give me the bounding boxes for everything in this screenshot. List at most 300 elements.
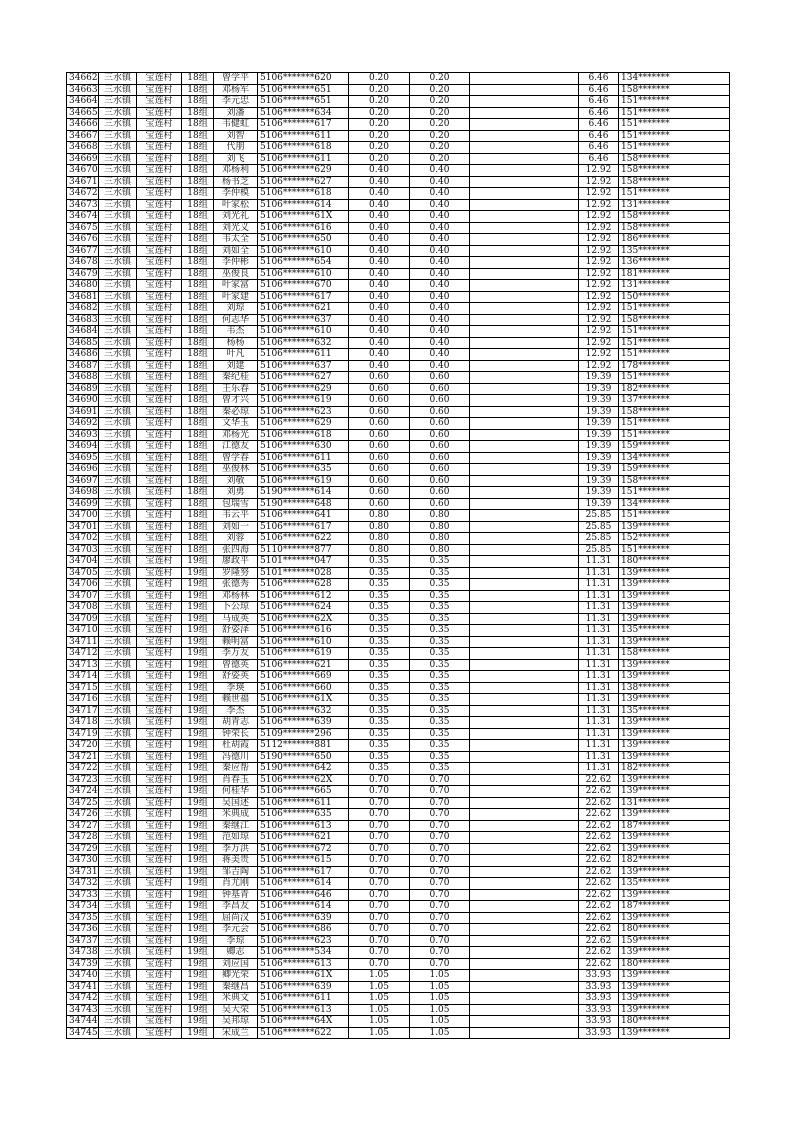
row-number-cell: 34675 xyxy=(67,222,99,234)
area-b-cell: 0.70 xyxy=(410,809,470,821)
area-b-cell: 0.40 xyxy=(410,303,470,315)
area-b-cell: 0.20 xyxy=(410,96,470,108)
group-cell: 19组 xyxy=(182,855,214,867)
id-number-cell: 5106*******614 xyxy=(258,901,349,913)
name-cell: 叶家建 xyxy=(214,291,258,303)
table-row xyxy=(67,694,730,706)
area-b-cell: 0.35 xyxy=(410,763,470,775)
area-b-cell: 0.40 xyxy=(410,291,470,303)
blank-cell xyxy=(470,556,579,568)
town-cell: 三水镇 xyxy=(99,487,137,499)
id-number-cell: 5106*******62X xyxy=(258,613,349,625)
row-number-cell: 34663 xyxy=(67,84,99,96)
town-cell: 三水镇 xyxy=(99,441,137,453)
area-b-cell: 0.60 xyxy=(410,395,470,407)
row-number-cell: 34711 xyxy=(67,636,99,648)
area-b-cell: 0.40 xyxy=(410,349,470,361)
id-number-cell: 5106*******627 xyxy=(258,176,349,188)
amount-cell: 22.62 xyxy=(579,935,619,947)
amount-cell: 12.92 xyxy=(579,165,619,177)
area-b-cell: 0.20 xyxy=(410,107,470,119)
row-number-cell: 34735 xyxy=(67,912,99,924)
area-a-cell: 0.35 xyxy=(349,659,410,671)
town-cell: 三水镇 xyxy=(99,1004,137,1016)
id-number-cell: 5106*******646 xyxy=(258,889,349,901)
table-row xyxy=(67,280,730,292)
group-cell: 18组 xyxy=(182,337,214,349)
area-b-cell: 0.70 xyxy=(410,924,470,936)
name-cell: 刘建 xyxy=(214,360,258,372)
village-cell: 宝莲村 xyxy=(137,728,182,740)
village-cell: 宝莲村 xyxy=(137,832,182,844)
area-a-cell: 0.60 xyxy=(349,498,410,510)
table-row xyxy=(67,291,730,303)
village-cell: 宝莲村 xyxy=(137,556,182,568)
town-cell: 三水镇 xyxy=(99,901,137,913)
blank-cell xyxy=(470,406,579,418)
amount-cell: 11.31 xyxy=(579,602,619,614)
group-cell: 19组 xyxy=(182,809,214,821)
table-row xyxy=(67,602,730,614)
name-cell: 卿光荣 xyxy=(214,970,258,982)
name-cell: 秦应帮 xyxy=(214,763,258,775)
name-cell: 罗隆努 xyxy=(214,567,258,579)
area-a-cell: 0.40 xyxy=(349,291,410,303)
id-number-cell: 5106*******619 xyxy=(258,475,349,487)
area-b-cell: 1.05 xyxy=(410,1004,470,1016)
row-number-cell: 34664 xyxy=(67,96,99,108)
village-cell: 宝莲村 xyxy=(137,636,182,648)
town-cell: 三水镇 xyxy=(99,567,137,579)
table-row xyxy=(67,406,730,418)
name-cell: 吴大荣 xyxy=(214,1004,258,1016)
area-a-cell: 0.35 xyxy=(349,751,410,763)
table-row xyxy=(67,349,730,361)
name-cell: 肖春玉 xyxy=(214,774,258,786)
town-cell: 三水镇 xyxy=(99,303,137,315)
village-cell: 宝莲村 xyxy=(137,809,182,821)
area-a-cell: 0.70 xyxy=(349,809,410,821)
village-cell: 宝莲村 xyxy=(137,268,182,280)
id-number-cell: 5106*******610 xyxy=(258,326,349,338)
amount-cell: 19.39 xyxy=(579,498,619,510)
area-a-cell: 0.70 xyxy=(349,889,410,901)
name-cell: 宋成兰 xyxy=(214,1027,258,1039)
town-cell: 三水镇 xyxy=(99,1016,137,1028)
name-cell: 刘应国 xyxy=(214,958,258,970)
area-a-cell: 0.20 xyxy=(349,130,410,142)
name-cell: 杨杨 xyxy=(214,337,258,349)
row-number-cell: 34694 xyxy=(67,441,99,453)
area-b-cell: 0.70 xyxy=(410,912,470,924)
phone-cell: 139******* xyxy=(619,590,730,602)
table-row xyxy=(67,889,730,901)
group-cell: 19组 xyxy=(182,947,214,959)
name-cell: 叶家富 xyxy=(214,280,258,292)
blank-cell xyxy=(470,303,579,315)
id-number-cell: 5101*******028 xyxy=(258,567,349,579)
amount-cell: 6.46 xyxy=(579,119,619,131)
amount-cell: 22.62 xyxy=(579,855,619,867)
id-number-cell: 5106*******630 xyxy=(258,441,349,453)
phone-cell: 158******* xyxy=(619,406,730,418)
village-cell: 宝莲村 xyxy=(137,740,182,752)
blank-cell xyxy=(470,130,579,142)
name-cell: 江德友 xyxy=(214,441,258,453)
row-number-cell: 34677 xyxy=(67,245,99,257)
group-cell: 19组 xyxy=(182,912,214,924)
amount-cell: 11.31 xyxy=(579,728,619,740)
village-cell: 宝莲村 xyxy=(137,176,182,188)
id-number-cell: 5106*******613 xyxy=(258,820,349,832)
name-cell: 李瑛 xyxy=(214,682,258,694)
village-cell: 宝莲村 xyxy=(137,1027,182,1039)
group-cell: 18组 xyxy=(182,521,214,533)
town-cell: 三水镇 xyxy=(99,211,137,223)
name-cell: 韦太全 xyxy=(214,234,258,246)
amount-cell: 11.31 xyxy=(579,648,619,660)
table-row xyxy=(67,314,730,326)
row-number-cell: 34672 xyxy=(67,188,99,200)
group-cell: 19组 xyxy=(182,740,214,752)
village-cell: 宝莲村 xyxy=(137,107,182,119)
town-cell: 三水镇 xyxy=(99,820,137,832)
area-a-cell: 0.35 xyxy=(349,648,410,660)
town-cell: 三水镇 xyxy=(99,533,137,545)
town-cell: 三水镇 xyxy=(99,521,137,533)
town-cell: 三水镇 xyxy=(99,843,137,855)
phone-cell: 187******* xyxy=(619,820,730,832)
row-number-cell: 34676 xyxy=(67,234,99,246)
blank-cell xyxy=(470,153,579,165)
town-cell: 三水镇 xyxy=(99,866,137,878)
blank-cell xyxy=(470,360,579,372)
blank-cell xyxy=(470,717,579,729)
village-cell: 宝莲村 xyxy=(137,510,182,522)
town-cell: 三水镇 xyxy=(99,291,137,303)
row-number-cell: 34685 xyxy=(67,337,99,349)
area-a-cell: 0.40 xyxy=(349,234,410,246)
amount-cell: 12.92 xyxy=(579,349,619,361)
row-number-cell: 34709 xyxy=(67,613,99,625)
area-b-cell: 0.80 xyxy=(410,510,470,522)
table-row xyxy=(67,901,730,913)
phone-cell: 151******* xyxy=(619,349,730,361)
id-number-cell: 5106*******622 xyxy=(258,1027,349,1039)
phone-cell: 131******* xyxy=(619,199,730,211)
blank-cell xyxy=(470,889,579,901)
village-cell: 宝莲村 xyxy=(137,406,182,418)
village-cell: 宝莲村 xyxy=(137,360,182,372)
row-number-cell: 34705 xyxy=(67,567,99,579)
group-cell: 19组 xyxy=(182,763,214,775)
table-row xyxy=(67,625,730,637)
amount-cell: 6.46 xyxy=(579,130,619,142)
table-row xyxy=(67,866,730,878)
id-number-cell: 5106*******617 xyxy=(258,119,349,131)
area-b-cell: 0.60 xyxy=(410,452,470,464)
table-row xyxy=(67,636,730,648)
town-cell: 三水镇 xyxy=(99,602,137,614)
village-cell: 宝莲村 xyxy=(137,912,182,924)
phone-cell: 139******* xyxy=(619,717,730,729)
group-cell: 18组 xyxy=(182,314,214,326)
area-a-cell: 0.40 xyxy=(349,257,410,269)
phone-cell: 139******* xyxy=(619,740,730,752)
table-row xyxy=(67,717,730,729)
group-cell: 18组 xyxy=(182,533,214,545)
area-b-cell: 0.35 xyxy=(410,751,470,763)
phone-cell: 139******* xyxy=(619,636,730,648)
town-cell: 三水镇 xyxy=(99,625,137,637)
town-cell: 三水镇 xyxy=(99,809,137,821)
row-number-cell: 34734 xyxy=(67,901,99,913)
amount-cell: 12.92 xyxy=(579,280,619,292)
group-cell: 19组 xyxy=(182,636,214,648)
name-cell: 邹吉陶 xyxy=(214,866,258,878)
row-number-cell: 34668 xyxy=(67,142,99,154)
table-row xyxy=(67,786,730,798)
amount-cell: 22.62 xyxy=(579,832,619,844)
id-number-cell: 5106*******61X xyxy=(258,211,349,223)
village-cell: 宝莲村 xyxy=(137,1004,182,1016)
phone-cell: 137******* xyxy=(619,395,730,407)
table-row xyxy=(67,199,730,211)
amount-cell: 19.39 xyxy=(579,429,619,441)
amount-cell: 19.39 xyxy=(579,418,619,430)
village-cell: 宝莲村 xyxy=(137,797,182,809)
table-row xyxy=(67,176,730,188)
group-cell: 19组 xyxy=(182,797,214,809)
row-number-cell: 34684 xyxy=(67,326,99,338)
id-number-cell: 5106*******610 xyxy=(258,268,349,280)
phone-cell: 139******* xyxy=(619,521,730,533)
village-cell: 宝莲村 xyxy=(137,257,182,269)
area-a-cell: 0.35 xyxy=(349,717,410,729)
blank-cell xyxy=(470,878,579,890)
area-a-cell: 0.40 xyxy=(349,165,410,177)
amount-cell: 22.62 xyxy=(579,889,619,901)
area-a-cell: 0.35 xyxy=(349,613,410,625)
town-cell: 三水镇 xyxy=(99,326,137,338)
phone-cell: 151******* xyxy=(619,418,730,430)
id-number-cell: 5109*******296 xyxy=(258,728,349,740)
area-a-cell: 0.70 xyxy=(349,786,410,798)
table-row xyxy=(67,556,730,568)
group-cell: 18组 xyxy=(182,303,214,315)
village-cell: 宝莲村 xyxy=(137,613,182,625)
group-cell: 19组 xyxy=(182,958,214,970)
blank-cell xyxy=(470,728,579,740)
town-cell: 三水镇 xyxy=(99,694,137,706)
id-number-cell: 5106*******613 xyxy=(258,1004,349,1016)
village-cell: 宝莲村 xyxy=(137,475,182,487)
town-cell: 三水镇 xyxy=(99,889,137,901)
phone-cell: 180******* xyxy=(619,958,730,970)
group-cell: 19组 xyxy=(182,602,214,614)
group-cell: 18组 xyxy=(182,452,214,464)
table-row xyxy=(67,395,730,407)
area-a-cell: 0.70 xyxy=(349,912,410,924)
phone-cell: 139******* xyxy=(619,947,730,959)
id-number-cell: 5106*******619 xyxy=(258,648,349,660)
name-cell: 文华玉 xyxy=(214,418,258,430)
phone-cell: 180******* xyxy=(619,924,730,936)
area-b-cell: 0.35 xyxy=(410,556,470,568)
name-cell: 廖政平 xyxy=(214,556,258,568)
area-a-cell: 0.70 xyxy=(349,832,410,844)
area-b-cell: 1.05 xyxy=(410,1027,470,1039)
area-a-cell: 0.70 xyxy=(349,820,410,832)
phone-cell: 151******* xyxy=(619,142,730,154)
table-row xyxy=(67,73,730,85)
name-cell: 杨书芝 xyxy=(214,176,258,188)
area-a-cell: 0.70 xyxy=(349,843,410,855)
row-number-cell: 34695 xyxy=(67,452,99,464)
town-cell: 三水镇 xyxy=(99,878,137,890)
table-row xyxy=(67,360,730,372)
amount-cell: 12.92 xyxy=(579,268,619,280)
area-b-cell: 0.40 xyxy=(410,280,470,292)
phone-cell: 151******* xyxy=(619,487,730,499)
amount-cell: 22.62 xyxy=(579,901,619,913)
town-cell: 三水镇 xyxy=(99,337,137,349)
town-cell: 三水镇 xyxy=(99,188,137,200)
town-cell: 三水镇 xyxy=(99,199,137,211)
blank-cell xyxy=(470,280,579,292)
phone-cell: 139******* xyxy=(619,786,730,798)
table-row xyxy=(67,487,730,499)
amount-cell: 22.62 xyxy=(579,878,619,890)
table-row xyxy=(67,234,730,246)
row-number-cell: 34673 xyxy=(67,199,99,211)
name-cell: 秦继昌 xyxy=(214,981,258,993)
area-b-cell: 1.05 xyxy=(410,993,470,1005)
blank-cell xyxy=(470,659,579,671)
village-cell: 宝莲村 xyxy=(137,372,182,384)
village-cell: 宝莲村 xyxy=(137,349,182,361)
row-number-cell: 34729 xyxy=(67,843,99,855)
row-number-cell: 34679 xyxy=(67,268,99,280)
blank-cell xyxy=(470,314,579,326)
group-cell: 18组 xyxy=(182,245,214,257)
group-cell: 18组 xyxy=(182,280,214,292)
table-row xyxy=(67,429,730,441)
amount-cell: 12.92 xyxy=(579,176,619,188)
id-number-cell: 5106*******634 xyxy=(258,107,349,119)
row-number-cell: 34726 xyxy=(67,809,99,821)
name-cell: 秦继江 xyxy=(214,820,258,832)
phone-cell: 135******* xyxy=(619,705,730,717)
village-cell: 宝莲村 xyxy=(137,234,182,246)
area-b-cell: 0.70 xyxy=(410,958,470,970)
group-cell: 19组 xyxy=(182,590,214,602)
name-cell: 李仲模 xyxy=(214,188,258,200)
table-row xyxy=(67,153,730,165)
town-cell: 三水镇 xyxy=(99,970,137,982)
group-cell: 18组 xyxy=(182,73,214,85)
blank-cell xyxy=(470,694,579,706)
blank-cell xyxy=(470,383,579,395)
village-cell: 宝莲村 xyxy=(137,924,182,936)
id-number-cell: 5106*******616 xyxy=(258,222,349,234)
row-number-cell: 34730 xyxy=(67,855,99,867)
row-number-cell: 34727 xyxy=(67,820,99,832)
blank-cell xyxy=(470,912,579,924)
name-cell: 刘蓉 xyxy=(214,533,258,545)
blank-cell xyxy=(470,602,579,614)
group-cell: 18组 xyxy=(182,96,214,108)
area-b-cell: 0.35 xyxy=(410,602,470,614)
group-cell: 19组 xyxy=(182,901,214,913)
area-b-cell: 0.70 xyxy=(410,878,470,890)
row-number-cell: 34714 xyxy=(67,671,99,683)
area-a-cell: 0.40 xyxy=(349,211,410,223)
town-cell: 三水镇 xyxy=(99,751,137,763)
amount-cell: 19.39 xyxy=(579,464,619,476)
row-number-cell: 34665 xyxy=(67,107,99,119)
row-number-cell: 34717 xyxy=(67,705,99,717)
name-cell: 吴邦琼 xyxy=(214,1016,258,1028)
village-cell: 宝莲村 xyxy=(137,935,182,947)
area-a-cell: 1.05 xyxy=(349,993,410,1005)
row-number-cell: 34667 xyxy=(67,130,99,142)
town-cell: 三水镇 xyxy=(99,142,137,154)
records-table xyxy=(66,72,730,1039)
id-number-cell: 5106*******618 xyxy=(258,142,349,154)
id-number-cell: 5106*******617 xyxy=(258,521,349,533)
group-cell: 19组 xyxy=(182,648,214,660)
town-cell: 三水镇 xyxy=(99,383,137,395)
id-number-cell: 5106*******639 xyxy=(258,981,349,993)
town-cell: 三水镇 xyxy=(99,498,137,510)
village-cell: 宝莲村 xyxy=(137,441,182,453)
amount-cell: 19.39 xyxy=(579,406,619,418)
group-cell: 18组 xyxy=(182,475,214,487)
id-number-cell: 5106*******62X xyxy=(258,774,349,786)
blank-cell xyxy=(470,682,579,694)
name-cell: 冯德川 xyxy=(214,751,258,763)
amount-cell: 19.39 xyxy=(579,372,619,384)
area-a-cell: 0.60 xyxy=(349,441,410,453)
id-number-cell: 5106*******620 xyxy=(258,73,349,85)
id-number-cell: 5106*******614 xyxy=(258,199,349,211)
town-cell: 三水镇 xyxy=(99,636,137,648)
amount-cell: 11.31 xyxy=(579,671,619,683)
row-number-cell: 34662 xyxy=(67,73,99,85)
village-cell: 宝莲村 xyxy=(137,383,182,395)
area-a-cell: 0.35 xyxy=(349,728,410,740)
amount-cell: 12.92 xyxy=(579,314,619,326)
group-cell: 18组 xyxy=(182,372,214,384)
name-cell: 赖世福 xyxy=(214,694,258,706)
area-b-cell: 0.40 xyxy=(410,188,470,200)
phone-cell: 151******* xyxy=(619,303,730,315)
row-number-cell: 34689 xyxy=(67,383,99,395)
area-b-cell: 0.70 xyxy=(410,866,470,878)
name-cell: 何桂华 xyxy=(214,786,258,798)
area-a-cell: 0.80 xyxy=(349,521,410,533)
town-cell: 三水镇 xyxy=(99,671,137,683)
id-number-cell: 5106*******618 xyxy=(258,188,349,200)
blank-cell xyxy=(470,521,579,533)
village-cell: 宝莲村 xyxy=(137,579,182,591)
row-number-cell: 34710 xyxy=(67,625,99,637)
group-cell: 18组 xyxy=(182,418,214,430)
group-cell: 18组 xyxy=(182,188,214,200)
id-number-cell: 5106*******623 xyxy=(258,935,349,947)
village-cell: 宝莲村 xyxy=(137,567,182,579)
